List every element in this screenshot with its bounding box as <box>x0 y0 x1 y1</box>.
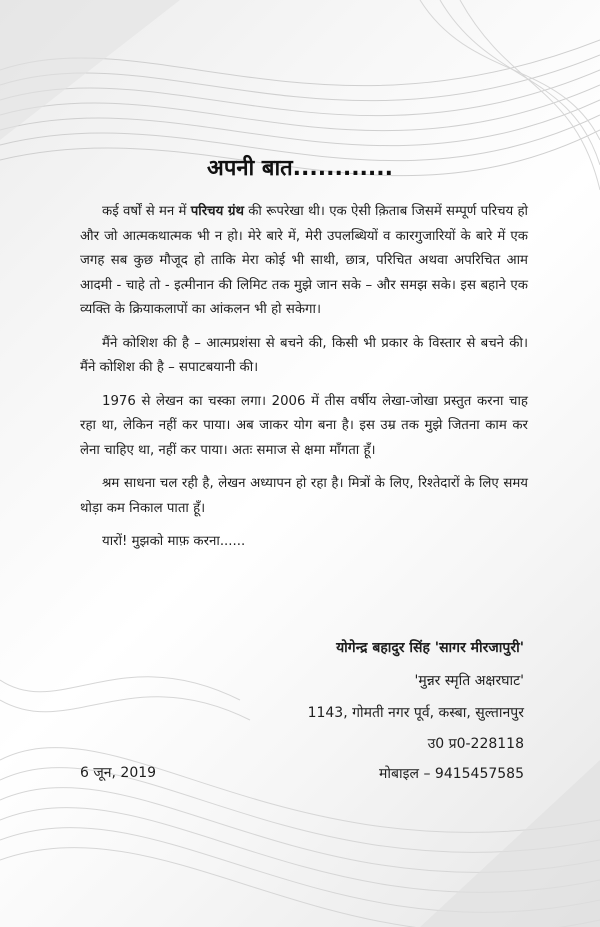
state-pin: उ0 प्र0-228118 <box>427 736 524 752</box>
paragraph: श्रम साधना चल रही है, लेखन अध्यापन हो रहा है। मित्रों के लिए, रिश्तेदारों के लिए समय थोड़ा कम निकाल पाता हूँ। <box>80 476 528 516</box>
body-text <box>80 200 528 564</box>
mobile-number: मोबाइल – 9415457585 <box>379 766 524 782</box>
author-name: योगेन्द्र बहादुर सिंह 'सागर मीरजापुरी' <box>336 640 524 656</box>
address-line: 1143, गोमती नगर पूर्व, कस्बा, सुल्तानपुर <box>307 705 524 721</box>
paragraph: यारों! मुझको माफ़ करना...... <box>102 534 246 549</box>
paragraph-text: कई वर्षों से मन में <box>102 204 191 219</box>
paragraph: मैंने कोशिश की है – आत्मप्रशंसा से बचने की, किसी भी प्रकार के विस्तार से बचने की। मैंने कोशिश की है – सपाटबयानी की। <box>80 335 528 375</box>
paragraph <box>80 200 528 323</box>
date: 6 जून, 2019 <box>80 765 157 781</box>
page-title: अपनी बात............ <box>207 156 393 181</box>
house-name: 'मुन्नर स्मृति अक्षरघाट' <box>414 673 524 689</box>
paragraph: 1976 से लेखन का चस्का लगा। 2006 में तीस वर्षीय लेखा-जोखा प्रस्तुत करना चाह रहा था, लेकिन नहीं कर पाया। अब जाकर योग बना है। इस उम्र तक मुझे जितना काम कर लेना चाहिए था, नहीं कर पाया। अतः समाज से क्षमा माँगता हूँ। <box>80 393 528 458</box>
paragraph-text: की रूपरेखा थी। एक ऐसी क़िताब जिसमें सम्पूर्ण परिचय हो और जो आत्मकथात्मक भी न हो। मेरे बारे में, मेरी उपलब्धियों व कारगुजारियों के बारे में एक जगह सब कुछ मौजूद हो ताकि मेरा कोई भी साथी, छात्र, परिचित अथवा अपरिचित आम आदमी - चाहे तो - इत्मीनान की लिमिट तक मुझे जान सके – और समझ सके। इस बहाने एक व्यक्ति के क्रियाकलापों का आंकलन भी हो सकेगा। <box>80 204 528 317</box>
bold-text: परिचय ग्रंथ <box>190 204 244 219</box>
